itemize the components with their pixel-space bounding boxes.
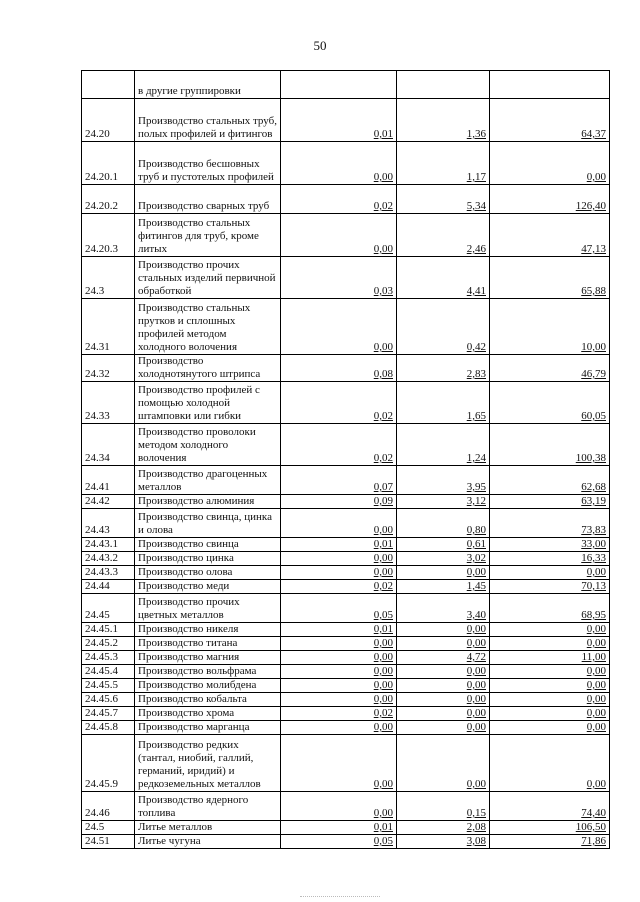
table-row <box>82 466 610 495</box>
numeric-value: 0,00 <box>466 566 486 578</box>
value-1-cell <box>281 509 397 538</box>
value-1-cell <box>281 566 397 580</box>
value-2-cell <box>397 552 490 566</box>
table-row <box>82 792 610 821</box>
numeric-value: 0,09 <box>373 495 393 507</box>
value-2-cell <box>397 594 490 623</box>
table-row <box>82 142 610 185</box>
activity-name-cell: Производство хрома <box>135 707 281 721</box>
value-3-cell <box>490 693 610 707</box>
value-2-cell <box>397 623 490 637</box>
table-row <box>82 651 610 665</box>
okved-code-cell: 24.45.2 <box>82 637 135 651</box>
numeric-value: 0,00 <box>373 721 393 733</box>
numeric-value: 0,00 <box>586 566 606 578</box>
value-2-cell <box>397 185 490 214</box>
value-2-cell <box>397 735 490 792</box>
value-2-cell <box>397 693 490 707</box>
value-2-cell <box>397 637 490 651</box>
table-row <box>82 566 610 580</box>
numeric-value: 2,83 <box>466 368 486 380</box>
value-3-cell <box>490 594 610 623</box>
value-1-cell <box>281 623 397 637</box>
numeric-value: 0,80 <box>466 524 486 536</box>
activity-name-cell: Производство свинца, цинка и олова <box>135 509 281 538</box>
numeric-value: 0,07 <box>373 481 393 493</box>
numeric-value: 0,05 <box>373 609 393 621</box>
value-1-cell <box>281 552 397 566</box>
numeric-value: 60,05 <box>581 410 606 422</box>
numeric-value: 0,00 <box>373 171 393 183</box>
value-2-cell <box>397 580 490 594</box>
numeric-value: 0,00 <box>373 243 393 255</box>
table-row <box>82 99 610 142</box>
value-1-cell <box>281 185 397 214</box>
value-1-cell <box>281 142 397 185</box>
okved-code-cell: 24.20.1 <box>82 142 135 185</box>
numeric-value: 0,00 <box>373 665 393 677</box>
value-2-cell <box>397 792 490 821</box>
activity-name-cell: Производство ядерного топлива <box>135 792 281 821</box>
value-2-cell <box>397 679 490 693</box>
activity-name-cell: Производство магния <box>135 651 281 665</box>
numeric-value: 0,00 <box>466 623 486 635</box>
numeric-value: 0,01 <box>373 623 393 635</box>
okved-code-cell: 24.3 <box>82 257 135 299</box>
numeric-value: 0,00 <box>373 524 393 536</box>
numeric-value: 0,03 <box>373 285 393 297</box>
activity-name-cell: в другие группировки <box>135 71 281 99</box>
table-row <box>82 835 610 849</box>
value-3-cell <box>490 637 610 651</box>
numeric-value: 4,41 <box>466 285 486 297</box>
value-3-cell <box>490 99 610 142</box>
numeric-value: 0,00 <box>586 693 606 705</box>
value-2-cell <box>397 424 490 466</box>
numeric-value: 0,02 <box>373 580 393 592</box>
numeric-value: 1,65 <box>466 410 486 422</box>
value-3-cell <box>490 382 610 424</box>
table-row <box>82 721 610 735</box>
okved-code-cell <box>82 71 135 99</box>
numeric-value: 0,01 <box>373 538 393 550</box>
table-row <box>82 735 610 792</box>
table-row <box>82 382 610 424</box>
table-row <box>82 355 610 382</box>
value-2-cell <box>397 214 490 257</box>
value-3-cell <box>490 71 610 99</box>
activity-name-cell: Производство стальных прутков и сплошных профилей методом холодного волочения <box>135 299 281 355</box>
numeric-value: 0,00 <box>373 637 393 649</box>
numeric-value: 0,00 <box>373 693 393 705</box>
activity-name-cell: Производство сварных труб <box>135 185 281 214</box>
value-2-cell <box>397 835 490 849</box>
value-2-cell <box>397 71 490 99</box>
numeric-value: 0,00 <box>373 651 393 663</box>
value-3-cell <box>490 509 610 538</box>
value-1-cell <box>281 99 397 142</box>
numeric-value: 3,12 <box>466 495 486 507</box>
value-1-cell <box>281 580 397 594</box>
value-1-cell <box>281 257 397 299</box>
activity-name-cell: Производство вольфрама <box>135 665 281 679</box>
numeric-value: 0,42 <box>466 341 486 353</box>
numeric-value: 47,13 <box>581 243 606 255</box>
numeric-value: 0,01 <box>373 128 393 140</box>
okved-code-cell: 24.43.1 <box>82 538 135 552</box>
activity-name-cell: Производство стальных фитингов для труб, кроме литых <box>135 214 281 257</box>
value-1-cell <box>281 721 397 735</box>
value-1-cell <box>281 835 397 849</box>
numeric-value: 70,13 <box>581 580 606 592</box>
okved-code-cell: 24.45 <box>82 594 135 623</box>
numeric-value: 63,19 <box>581 495 606 507</box>
numeric-value: 0,00 <box>466 707 486 719</box>
numeric-value: 0,00 <box>586 665 606 677</box>
value-3-cell <box>490 651 610 665</box>
numeric-value: 3,02 <box>466 552 486 564</box>
table-row <box>82 71 610 99</box>
value-3-cell <box>490 466 610 495</box>
table-row <box>82 580 610 594</box>
okved-code-cell: 24.45.8 <box>82 721 135 735</box>
table-row <box>82 637 610 651</box>
activity-name-cell: Производство профилей с помощью холодной штамповки или гибки <box>135 382 281 424</box>
numeric-value: 0,00 <box>373 341 393 353</box>
numeric-value: 64,37 <box>581 128 606 140</box>
okved-code-cell: 24.45.4 <box>82 665 135 679</box>
value-2-cell <box>397 495 490 509</box>
table-row <box>82 299 610 355</box>
value-1-cell <box>281 355 397 382</box>
numeric-value: 0,00 <box>373 552 393 564</box>
numeric-value: 3,40 <box>466 609 486 621</box>
numeric-value: 0,02 <box>373 410 393 422</box>
scan-artifact-line <box>300 896 380 898</box>
numeric-value: 74,40 <box>581 807 606 819</box>
numeric-value: 3,95 <box>466 481 486 493</box>
numeric-value: 0,00 <box>586 679 606 691</box>
activity-name-cell: Производство меди <box>135 580 281 594</box>
numeric-value: 0,00 <box>466 693 486 705</box>
okved-code-cell: 24.31 <box>82 299 135 355</box>
numeric-value: 0,05 <box>373 835 393 847</box>
okved-code-cell: 24.42 <box>82 495 135 509</box>
numeric-value: 0,00 <box>586 171 606 183</box>
activity-name-cell: Производство свинца <box>135 538 281 552</box>
value-3-cell <box>490 566 610 580</box>
okved-code-cell: 24.20 <box>82 99 135 142</box>
numeric-value: 4,72 <box>466 651 486 663</box>
value-1-cell <box>281 735 397 792</box>
value-1-cell <box>281 679 397 693</box>
table-row <box>82 214 610 257</box>
okved-code-cell: 24.45.6 <box>82 693 135 707</box>
activity-name-cell: Производство никеля <box>135 623 281 637</box>
activity-name-cell: Производство холоднотянутого штрипса <box>135 355 281 382</box>
value-1-cell <box>281 821 397 835</box>
table-row <box>82 594 610 623</box>
okved-code-cell: 24.45.3 <box>82 651 135 665</box>
value-2-cell <box>397 821 490 835</box>
value-3-cell <box>490 665 610 679</box>
value-1-cell <box>281 792 397 821</box>
value-3-cell <box>490 299 610 355</box>
okved-code-cell: 24.51 <box>82 835 135 849</box>
table-row <box>82 185 610 214</box>
numeric-value: 11,00 <box>581 651 606 663</box>
value-2-cell <box>397 538 490 552</box>
value-2-cell <box>397 99 490 142</box>
value-2-cell <box>397 355 490 382</box>
value-1-cell <box>281 637 397 651</box>
numeric-value: 62,68 <box>581 481 606 493</box>
value-3-cell <box>490 538 610 552</box>
numeric-value: 106,50 <box>575 821 606 833</box>
activity-name-cell: Производство олова <box>135 566 281 580</box>
okved-code-cell: 24.43.2 <box>82 552 135 566</box>
value-2-cell <box>397 299 490 355</box>
numeric-value: 16,33 <box>581 552 606 564</box>
numeric-value: 1,45 <box>466 580 486 592</box>
numeric-value: 0,00 <box>586 721 606 733</box>
value-3-cell <box>490 355 610 382</box>
value-1-cell <box>281 693 397 707</box>
table-row <box>82 509 610 538</box>
numeric-value: 0,02 <box>373 452 393 464</box>
okved-code-cell: 24.45.1 <box>82 623 135 637</box>
value-3-cell <box>490 257 610 299</box>
numeric-value: 73,83 <box>581 524 606 536</box>
numeric-value: 0,00 <box>466 637 486 649</box>
value-3-cell <box>490 185 610 214</box>
table-row <box>82 707 610 721</box>
numeric-value: 5,34 <box>466 200 486 212</box>
activity-name-cell: Производство бесшовных труб и пустотелых профилей <box>135 142 281 185</box>
numeric-value: 0,01 <box>373 821 393 833</box>
numeric-value: 0,00 <box>466 778 486 790</box>
value-2-cell <box>397 509 490 538</box>
okved-code-cell: 24.32 <box>82 355 135 382</box>
value-1-cell <box>281 495 397 509</box>
numeric-value: 0,00 <box>373 778 393 790</box>
page-number: 50 <box>313 38 327 53</box>
numeric-value: 68,95 <box>581 609 606 621</box>
numeric-value: 100,38 <box>575 452 606 464</box>
value-2-cell <box>397 382 490 424</box>
value-3-cell <box>490 552 610 566</box>
numeric-value: 0,02 <box>373 707 393 719</box>
value-3-cell <box>490 623 610 637</box>
activity-name-cell: Литье чугуна <box>135 835 281 849</box>
numeric-value: 0,00 <box>586 623 606 635</box>
okved-code-cell: 24.34 <box>82 424 135 466</box>
value-3-cell <box>490 821 610 835</box>
value-2-cell <box>397 257 490 299</box>
value-1-cell <box>281 538 397 552</box>
value-2-cell <box>397 566 490 580</box>
numeric-value: 0,00 <box>373 566 393 578</box>
table-row <box>82 821 610 835</box>
numeric-value: 2,46 <box>466 243 486 255</box>
value-3-cell <box>490 721 610 735</box>
table-row <box>82 693 610 707</box>
numeric-value: 1,36 <box>466 128 486 140</box>
value-3-cell <box>490 495 610 509</box>
value-2-cell <box>397 466 490 495</box>
activity-name-cell: Производство титана <box>135 637 281 651</box>
value-1-cell <box>281 382 397 424</box>
table-row <box>82 552 610 566</box>
table-row <box>82 495 610 509</box>
okved-code-cell: 24.20.3 <box>82 214 135 257</box>
value-3-cell <box>490 707 610 721</box>
numeric-value: 33,00 <box>581 538 606 550</box>
activity-name-cell: Производство молибдена <box>135 679 281 693</box>
value-3-cell <box>490 142 610 185</box>
activity-name-cell: Производство редких (тантал, ниобий, галлий, германий, иридий) и редкоземельных металлов <box>135 735 281 792</box>
okved-code-cell: 24.5 <box>82 821 135 835</box>
value-1-cell <box>281 71 397 99</box>
numeric-value: 0,00 <box>586 707 606 719</box>
activity-name-cell: Производство кобальта <box>135 693 281 707</box>
numeric-value: 71,86 <box>581 835 606 847</box>
activity-name-cell: Производство проволоки методом холодного волочения <box>135 424 281 466</box>
numeric-value: 1,24 <box>466 452 486 464</box>
activity-name-cell: Производство алюминия <box>135 495 281 509</box>
numeric-value: 0,15 <box>466 807 486 819</box>
okved-code-cell: 24.41 <box>82 466 135 495</box>
numeric-value: 0,00 <box>373 807 393 819</box>
value-1-cell <box>281 651 397 665</box>
okved-code-cell: 24.45.7 <box>82 707 135 721</box>
value-3-cell <box>490 835 610 849</box>
numeric-value: 126,40 <box>575 200 606 212</box>
value-2-cell <box>397 707 490 721</box>
value-2-cell <box>397 142 490 185</box>
value-1-cell <box>281 214 397 257</box>
activity-name-cell: Производство прочих стальных изделий первичной обработкой <box>135 257 281 299</box>
numeric-value: 65,88 <box>581 285 606 297</box>
activity-name-cell: Производство драгоценных металлов <box>135 466 281 495</box>
value-3-cell <box>490 580 610 594</box>
okved-table <box>81 70 610 849</box>
okved-code-cell: 24.45.5 <box>82 679 135 693</box>
numeric-value: 46,79 <box>581 368 606 380</box>
okved-code-cell: 24.46 <box>82 792 135 821</box>
okved-code-cell: 24.44 <box>82 580 135 594</box>
activity-name-cell: Производство марганца <box>135 721 281 735</box>
value-2-cell <box>397 721 490 735</box>
numeric-value: 1,17 <box>466 171 486 183</box>
value-1-cell <box>281 299 397 355</box>
activity-name-cell: Производство цинка <box>135 552 281 566</box>
okved-code-cell: 24.45.9 <box>82 735 135 792</box>
numeric-value: 0,02 <box>373 200 393 212</box>
okved-code-cell: 24.43.3 <box>82 566 135 580</box>
numeric-value: 0,00 <box>586 778 606 790</box>
numeric-value: 0,61 <box>466 538 486 550</box>
value-3-cell <box>490 214 610 257</box>
numeric-value: 0,00 <box>466 721 486 733</box>
value-1-cell <box>281 707 397 721</box>
okved-code-cell: 24.33 <box>82 382 135 424</box>
value-3-cell <box>490 792 610 821</box>
okved-code-cell: 24.43 <box>82 509 135 538</box>
value-2-cell <box>397 665 490 679</box>
numeric-value: 0,00 <box>466 679 486 691</box>
numeric-value: 2,08 <box>466 821 486 833</box>
table-row <box>82 257 610 299</box>
value-1-cell <box>281 424 397 466</box>
value-1-cell <box>281 594 397 623</box>
value-3-cell <box>490 424 610 466</box>
value-3-cell <box>490 679 610 693</box>
okved-code-cell: 24.20.2 <box>82 185 135 214</box>
numeric-value: 0,00 <box>373 679 393 691</box>
value-1-cell <box>281 466 397 495</box>
table-row <box>82 679 610 693</box>
table-row <box>82 623 610 637</box>
numeric-value: 10,00 <box>581 341 606 353</box>
activity-name-cell: Производство прочих цветных металлов <box>135 594 281 623</box>
table-row <box>82 538 610 552</box>
value-2-cell <box>397 651 490 665</box>
table-row <box>82 665 610 679</box>
value-1-cell <box>281 665 397 679</box>
table-body <box>82 71 610 849</box>
activity-name-cell: Литье металлов <box>135 821 281 835</box>
table-row <box>82 424 610 466</box>
value-3-cell <box>490 735 610 792</box>
activity-name-cell: Производство стальных труб, полых профилей и фитингов <box>135 99 281 142</box>
numeric-value: 0,08 <box>373 368 393 380</box>
numeric-value: 3,08 <box>466 835 486 847</box>
numeric-value: 0,00 <box>466 665 486 677</box>
numeric-value: 0,00 <box>586 637 606 649</box>
